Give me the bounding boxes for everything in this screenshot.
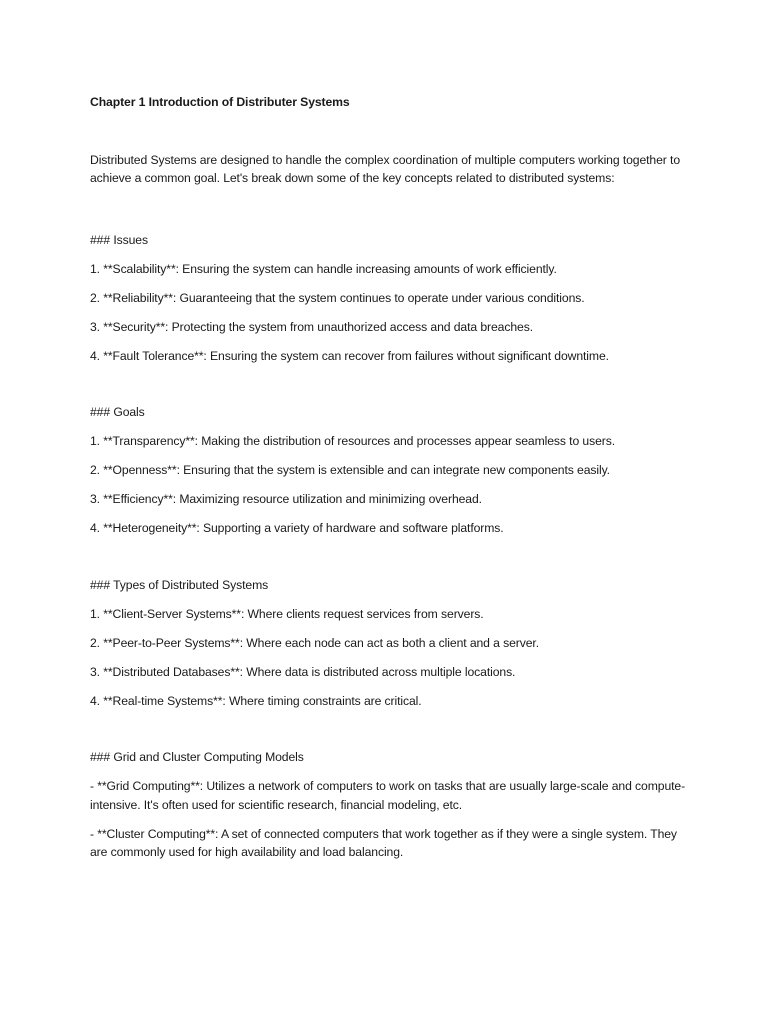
document-content: [90, 93, 690, 862]
list-item: 1. **Scalability**: Ensuring the system can handle increasing amounts of work efficiently.: [90, 261, 557, 276]
list-item: 3. **Security**: Protecting the system from unauthorized access and data breaches.: [90, 319, 533, 334]
list-item: 3. **Distributed Databases**: Where data is distributed across multiple locations.: [90, 664, 516, 679]
grid-cluster-list: [90, 777, 690, 862]
list-item: 3. **Efficiency**: Maximizing resource utilization and minimizing overhead.: [90, 492, 482, 506]
list-item: 4. **Real-time Systems**: Where timing constraints are critical.: [90, 693, 422, 708]
goals-list: [90, 432, 690, 538]
section-heading-grid-cluster: ### Grid and Cluster Computing Models: [90, 750, 304, 764]
list-item: 2. **Reliability**: Guaranteeing that the system continues to operate under various conditions.: [90, 290, 585, 305]
list-item: 2. **Peer-to-Peer Systems**: Where each node can act as both a client and a server.: [90, 635, 539, 650]
list-item: 2. **Openness**: Ensuring that the system is extensible and can integrate new components easily.: [90, 463, 610, 477]
section-heading-issues: ### Issues: [90, 232, 148, 247]
chapter-title: Chapter 1 Introduction of Distributer Systems: [90, 95, 350, 109]
list-item: 1. **Transparency**: Making the distribution of resources and processes appear seamless to users.: [90, 434, 616, 448]
intro-paragraph: Distributed Systems are designed to handle the complex coordination of multiple computers working together to achieve a common goal. Let's break down some of the key concepts related to distributed systems:: [90, 152, 680, 185]
types-list: [90, 605, 690, 711]
list-item: 4. **Fault Tolerance**: Ensuring the system can recover from failures without significant downtime.: [90, 348, 609, 363]
list-item: 4. **Heterogeneity**: Supporting a variety of hardware and software platforms.: [90, 521, 504, 535]
list-item: 1. **Client-Server Systems**: Where clients request services from servers.: [90, 606, 484, 621]
issues-list: [90, 260, 690, 366]
section-heading-types: ### Types of Distributed Systems: [90, 577, 269, 592]
section-heading-goals: ### Goals: [90, 405, 145, 419]
list-item: - **Cluster Computing**: A set of connected computers that work together as if they were a single system. They are commonly used for high availability and load balancing.: [90, 826, 677, 859]
list-item: - **Grid Computing**: Utilizes a network of computers to work on tasks that are usually large-scale and compute-intensive. It's often used for scientific research, financial modeling, etc.: [90, 779, 686, 812]
